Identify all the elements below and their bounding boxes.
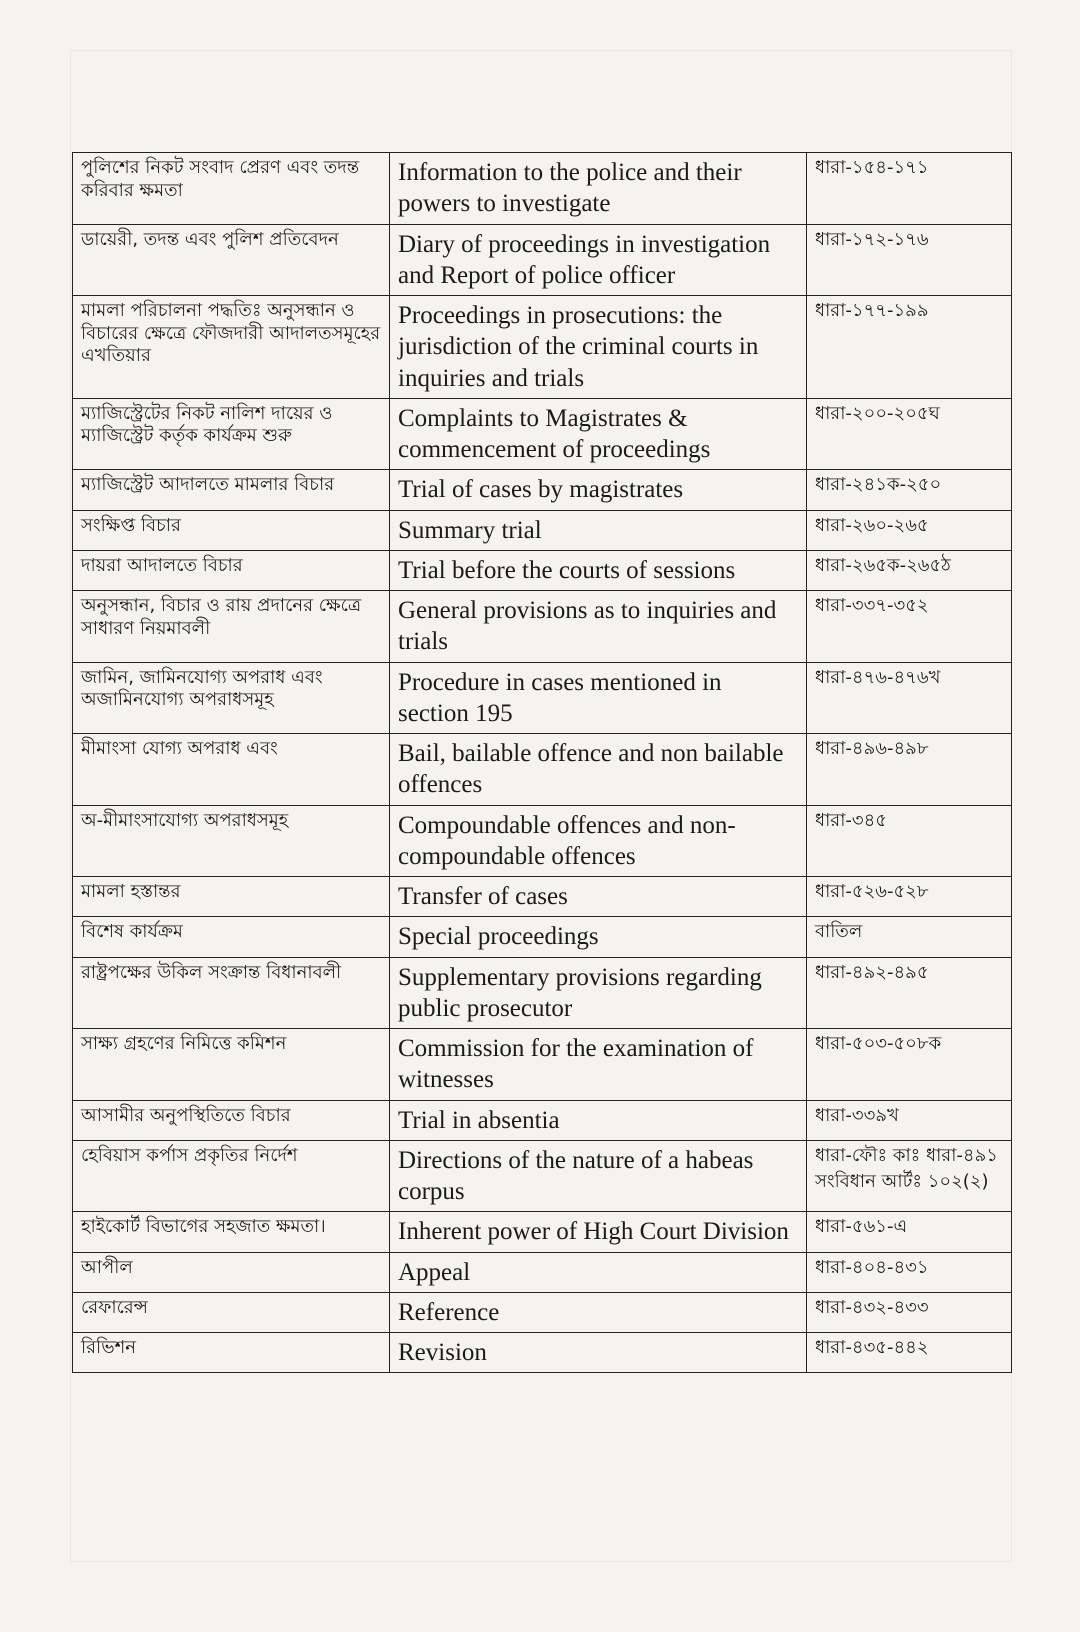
english-subject-cell: Compoundable offences and non-compoundable offences: [390, 805, 807, 877]
section-reference: সংবিধান আর্টঃ ১০২(২): [815, 1171, 989, 1193]
english-subject-cell: Appeal: [390, 1252, 807, 1292]
bengali-subject-cell: বিশেষ কার্যক্রম: [73, 917, 390, 957]
bengali-subject-cell: অনুসন্ধান, বিচার ও রায় প্রদানের ক্ষেত্রে সাধারণ নিয়মাবলী: [73, 591, 390, 663]
bengali-subject-cell: সাক্ষ্য গ্রহণের নিমিত্তে কমিশন: [73, 1029, 390, 1101]
section-cell: [807, 1029, 1012, 1101]
section-cell: [807, 153, 1012, 225]
section-cell: [807, 1333, 1012, 1373]
section-reference: ধারা-১৫৪-১৭১: [815, 157, 929, 178]
section-cell: [807, 470, 1012, 510]
section-reference: ধারা-২৬০-২৬৫: [815, 514, 929, 536]
english-subject-cell: Bail, bailable offence and non bailable offences: [390, 734, 807, 806]
bengali-subject-cell: হাইকোর্ট বিভাগের সহজাত ক্ষমতা।: [73, 1212, 390, 1252]
english-subject-cell: Information to the police and their powers to investigate: [390, 153, 807, 225]
table-row: [73, 1333, 1012, 1373]
english-subject-cell: Commission for the examination of witnesses: [390, 1029, 807, 1101]
english-subject-cell: Proceedings in prosecutions: the jurisdiction of the criminal courts in inquiries and trials: [390, 296, 807, 399]
table-row: [73, 805, 1012, 877]
table-row: [73, 470, 1012, 510]
table-row: [73, 224, 1012, 296]
bengali-subject-cell: দায়রা আদালতে বিচার: [73, 550, 390, 590]
section-reference: ধারা-৩৪৫: [815, 809, 887, 831]
section-cell: [807, 296, 1012, 399]
section-reference: ধারা-৪৭৬-৪৭৬খ: [815, 666, 941, 688]
section-reference: ধারা-৫০৩-৫০৮ক: [815, 1033, 942, 1054]
table-row: [73, 1252, 1012, 1292]
section-cell: [807, 1100, 1012, 1140]
table-row: [73, 957, 1012, 1029]
section-reference: ধারা-২৪১ক-২৫০: [815, 474, 942, 496]
section-cell: [807, 662, 1012, 734]
english-subject-cell: Trial in absentia: [390, 1100, 807, 1140]
bengali-subject-cell: পুলিশের নিকট সংবাদ প্রেরণ এবং তদন্ত করিবার ক্ষমতা: [73, 153, 390, 225]
bengali-subject-cell: রাষ্ট্রপক্ষের উকিল সংক্রান্ত বিধানাবলী: [73, 957, 390, 1029]
bengali-subject-cell: রিভিশন: [73, 1333, 390, 1373]
bengali-subject-cell: আপীল: [73, 1252, 390, 1292]
english-subject-cell: Diary of proceedings in investigation and Report of police officer: [390, 224, 807, 296]
section-cell: [807, 957, 1012, 1029]
english-subject-cell: Procedure in cases mentioned in section 195: [390, 662, 807, 734]
section-reference: ধারা-১৭২-১৭৬: [815, 228, 929, 250]
section-cell: [807, 734, 1012, 806]
english-subject-cell: Supplementary provisions regarding public prosecutor: [390, 957, 807, 1029]
bengali-subject-cell: ম্যাজিস্ট্রেট আদালতে মামলার বিচার: [73, 470, 390, 510]
table-row: [73, 296, 1012, 399]
bengali-subject-cell: সংক্ষিপ্ত বিচার: [73, 510, 390, 550]
table-row: [73, 550, 1012, 590]
bengali-subject-cell: আসামীর অনুপস্থিতিতে বিচার: [73, 1100, 390, 1140]
table-row: [73, 1212, 1012, 1252]
bengali-subject-cell: ডায়েরী, তদন্ত এবং পুলিশ প্রতিবেদন: [73, 224, 390, 296]
english-subject-cell: Summary trial: [390, 510, 807, 550]
section-cell: [807, 224, 1012, 296]
section-cell: [807, 550, 1012, 590]
section-reference: ধারা-৪৯৬-৪৯৮: [815, 738, 929, 759]
law-sections-table: [72, 152, 1012, 1373]
section-reference: ধারা-৪৩৫-৪৪২: [815, 1337, 929, 1358]
section-cell: [807, 1252, 1012, 1292]
bengali-subject-cell: ম্যাজিস্ট্রেটের নিকট নালিশ দায়ের ও ম্যাজিস্ট্রেট কর্তৃক কার্যক্রম শুরু: [73, 398, 390, 470]
table-row: [73, 877, 1012, 917]
bengali-subject-cell: মামলা হস্তান্তর: [73, 877, 390, 917]
section-reference: ধারা-২৬৫ক-২৬৫ঠ: [815, 554, 951, 576]
english-subject-cell: General provisions as to inquiries and trials: [390, 591, 807, 663]
section-cell: [807, 877, 1012, 917]
section-reference: ধারা-৪৯২-৪৯৫: [815, 961, 929, 983]
section-cell: [807, 591, 1012, 663]
table-row: [73, 1140, 1012, 1212]
section-cell: [807, 1140, 1012, 1212]
section-reference: ধারা-৪০৪-৪৩১: [815, 1256, 929, 1278]
table-row: [73, 917, 1012, 957]
bengali-subject-cell: জামিন, জামিনযোগ্য অপরাধ এবং অজামিনযোগ্য অপরাধসমূহ: [73, 662, 390, 734]
section-cell: [807, 1292, 1012, 1332]
section-reference: ধারা-১৭৭-১৯৯: [815, 300, 929, 321]
bengali-subject-cell: হেবিয়াস কর্পাস প্রকৃতির নির্দেশ: [73, 1140, 390, 1212]
section-cell: [807, 805, 1012, 877]
section-reference: ধারা-ফৌঃ কাঃ ধারা-৪৯১: [815, 1144, 998, 1166]
english-subject-cell: Complaints to Magistrates & commencement of proceedings: [390, 398, 807, 470]
english-subject-cell: Directions of the nature of a habeas corpus: [390, 1140, 807, 1212]
bengali-subject-cell: মামলা পরিচালনা পদ্ধতিঃ অনুসন্ধান ও বিচারের ক্ষেত্রে ফৌজদারী আদালতসমূহের এখতিয়ার: [73, 296, 390, 399]
section-cell: [807, 510, 1012, 550]
section-reference: ধারা-২০০-২০৫ঘ: [815, 402, 940, 424]
english-subject-cell: Special proceedings: [390, 917, 807, 957]
english-subject-cell: Revision: [390, 1333, 807, 1373]
english-subject-cell: Trial of cases by magistrates: [390, 470, 807, 510]
table-row: [73, 398, 1012, 470]
table-row: [73, 510, 1012, 550]
english-subject-cell: Inherent power of High Court Division: [390, 1212, 807, 1252]
table-row: [73, 1292, 1012, 1332]
section-reference: ধারা-৪৩২-৪৩৩: [815, 1296, 929, 1318]
section-cell: [807, 398, 1012, 470]
english-subject-cell: Reference: [390, 1292, 807, 1332]
table-body: [73, 153, 1012, 1373]
section-reference: ধারা-৫৬১-এ: [815, 1216, 908, 1238]
section-reference: ধারা-৩৩৯খ: [815, 1104, 899, 1126]
bengali-subject-cell: রেফারেন্স: [73, 1292, 390, 1332]
table-row: [73, 734, 1012, 806]
section-cell: [807, 1212, 1012, 1252]
table-row: [73, 591, 1012, 663]
section-cell: [807, 917, 1012, 957]
section-reference: ধারা-৫২৬-৫২৮: [815, 881, 929, 902]
section-reference: বাতিল: [815, 921, 863, 943]
bengali-subject-cell: অ-মীমাংসাযোগ্য অপরাধসমূহ: [73, 805, 390, 877]
english-subject-cell: Trial before the courts of sessions: [390, 550, 807, 590]
bengali-subject-cell: মীমাংসা যোগ্য অপরাধ এবং: [73, 734, 390, 806]
section-reference: ধারা-৩৩৭-৩৫২: [815, 595, 929, 616]
table-row: [73, 1100, 1012, 1140]
table-row: [73, 1029, 1012, 1101]
english-subject-cell: Transfer of cases: [390, 877, 807, 917]
table-row: [73, 662, 1012, 734]
table-row: [73, 153, 1012, 225]
